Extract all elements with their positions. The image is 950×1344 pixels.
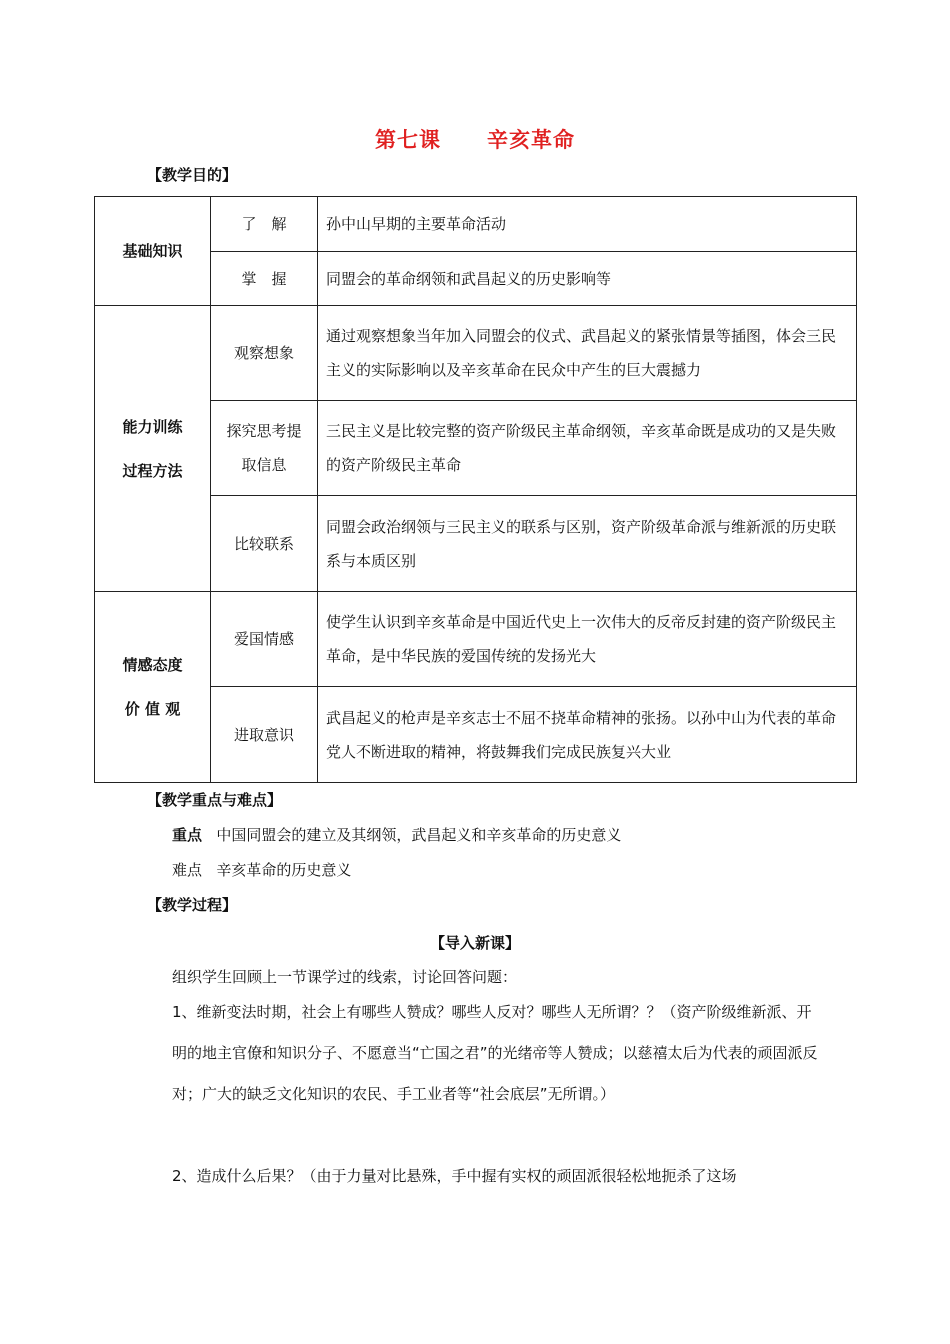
- row-content: 孙中山早期的主要革命活动: [318, 197, 857, 252]
- group-emotion-values: 情感态度 价 值 观: [95, 592, 211, 783]
- objectives-table: [94, 196, 857, 783]
- row-content: 同盟会政治纲领与三民主义的联系与区别，资产阶级革命派与维新派的历史联系与本质区别: [318, 496, 857, 592]
- group-basic-knowledge: 基础知识: [95, 197, 211, 306]
- keypoint-text: 中国同盟会的建立及其纲领，武昌起义和辛亥革命的历史意义: [216, 826, 622, 844]
- row-content: 使学生认识到辛亥革命是中国近代史上一次伟大的反帝反封建的资产阶级民主革命，是中华民族的爱国传统的发扬光大: [318, 592, 857, 687]
- group-ability-process: 能力训练 过程方法: [95, 306, 211, 592]
- intro-line: 组织学生回顾上一节课学过的线索，讨论回答问题：: [172, 968, 518, 986]
- section-keypoints-heading: 【教学重点与难点】: [147, 791, 283, 809]
- question-1: 1、维新变法时期，社会上有哪些人赞成？哪些人反对？哪些人无所谓？？（资产阶级维新派、开明的地主官僚和知识分子、不愿意当“亡国之君”的光绪帝等人赞成；以慈禧太后为代表的顽固派反对；广大的缺乏文化知识的农民、手工业者等“社会底层”无所谓。）: [172, 1003, 818, 1103]
- row-type: 观察想象: [211, 306, 318, 401]
- row-type: 进取意识: [211, 687, 318, 783]
- keypoint-line: [172, 824, 621, 845]
- section-objectives-heading: 【教学目的】: [147, 166, 238, 184]
- row-content: 通过观察想象当年加入同盟会的仪式、武昌起义的紧张情景等插图，体会三民主义的实际影响以及辛亥革命在民众中产生的巨大震撼力: [318, 306, 857, 401]
- lesson-name: 辛亥革命: [487, 128, 575, 152]
- row-type: 探究思考提 取信息: [211, 401, 318, 496]
- intro-heading: 【导入新课】: [429, 934, 520, 952]
- row-type: 了 解: [211, 197, 318, 252]
- keypoint-label: 重点: [172, 826, 203, 844]
- lesson-number: 第七课: [375, 128, 441, 152]
- row-type: 爱国情感: [211, 592, 318, 687]
- difficulty-line: [172, 859, 351, 880]
- section-process-heading: 【教学过程】: [147, 896, 238, 914]
- row-content: 同盟会的革命纲领和武昌起义的历史影响等: [318, 252, 857, 306]
- difficulty-text: 辛亥革命的历史意义: [216, 861, 352, 879]
- row-type: 比较联系: [211, 496, 318, 592]
- row-content: 武昌起义的枪声是辛亥志士不屈不挠革命精神的张扬。以孙中山为代表的革命党人不断进取的精神，将鼓舞我们完成民族复兴大业: [318, 687, 857, 783]
- question-2: 2、造成什么后果？（由于力量对比悬殊，手中握有实权的顽固派很轻松地扼杀了这场: [172, 1167, 737, 1185]
- difficulty-label: 难点: [172, 861, 203, 879]
- row-content: 三民主义是比较完整的资产阶级民主革命纲领，辛亥革命既是成功的又是失败的资产阶级民主革命: [318, 401, 857, 496]
- row-type: 掌 握: [211, 252, 318, 306]
- lesson-title: [0, 124, 950, 154]
